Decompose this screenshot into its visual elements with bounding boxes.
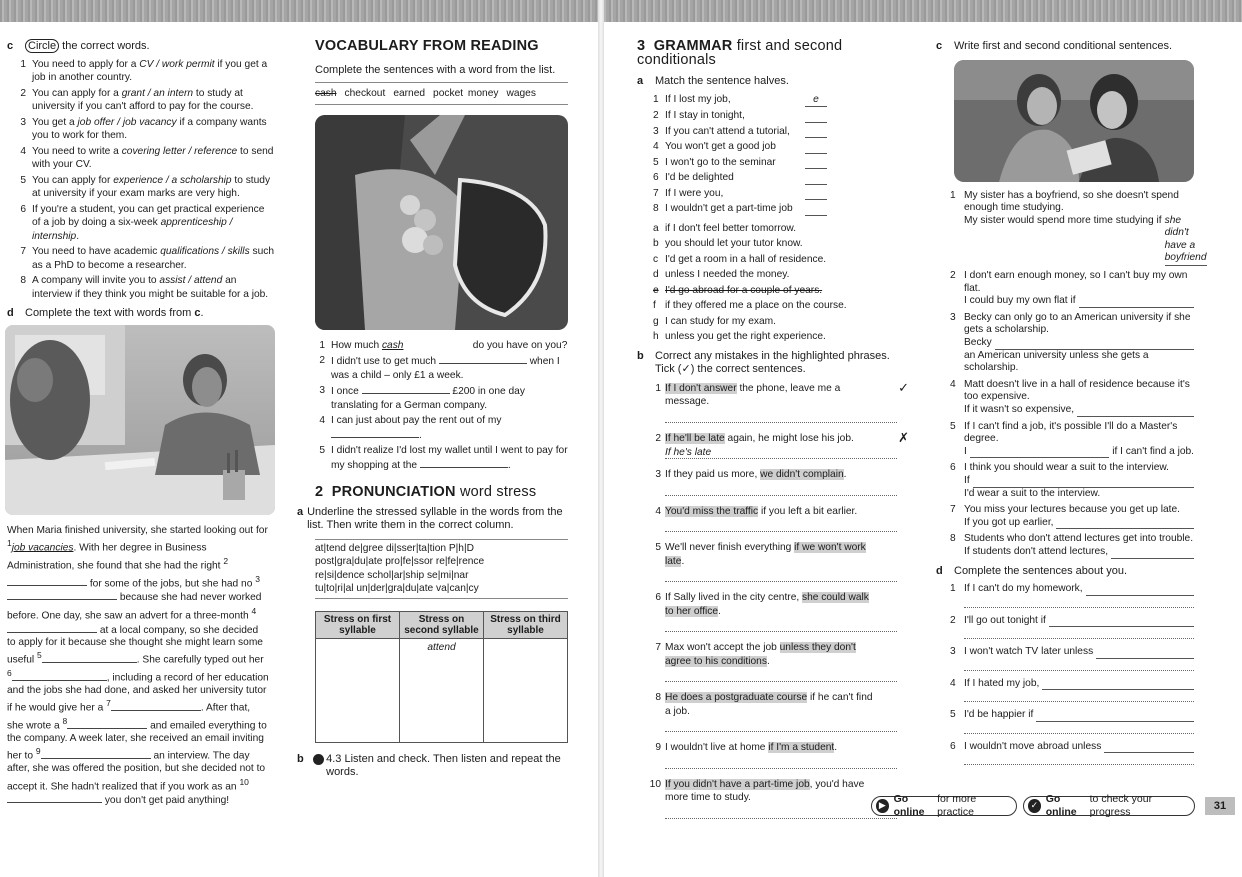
d-instruction: d Complete the text with words from c. <box>7 307 204 319</box>
left-col-2 <box>297 38 568 780</box>
mistake-item: 5 We'll never finish everything if we won't work late. <box>647 541 897 582</box>
c-items-list <box>16 58 275 302</box>
page-number: 31 <box>1205 797 1235 815</box>
vocab-items-list <box>315 339 568 473</box>
about-you-item: 5 I'd be happier if <box>936 708 1194 734</box>
circle-item: 2 You can apply for a grant / an intern to study at university if you can't afford to pay for the course. <box>16 87 275 114</box>
answer-blank[interactable] <box>995 337 1194 350</box>
match-answer-blank[interactable]: e <box>805 93 827 108</box>
correction-line[interactable] <box>665 519 897 532</box>
right-col-1 <box>637 40 917 828</box>
match-answer-blank[interactable] <box>805 140 827 154</box>
grammar-a-instruction: a Match the sentence halves. <box>637 75 789 87</box>
conditional-item: 3 Becky can only go to an American university if she gets a scholarship. Becky an American university unless she gets a scholarship. <box>936 312 1194 375</box>
half-first-item: 5 I won't go to the seminar <box>653 156 917 170</box>
vocab-item: 3 I once £200 in one day translating for a German company. <box>319 385 525 411</box>
highlighted-phrase: If you didn't have a part-time job <box>665 778 810 790</box>
word-options[interactable]: apprenticeship / internship <box>32 217 233 242</box>
answer-blank[interactable] <box>1049 614 1194 628</box>
item-number: 7 <box>20 246 26 257</box>
couple-photo <box>954 60 1194 182</box>
half-second-item: g I can study for my exam. <box>653 315 776 327</box>
circle-item: 4 You need to write a covering letter / reference to send with your CV. <box>16 145 275 172</box>
vocab-word-list <box>315 83 568 104</box>
circle-word: Circle <box>25 39 59 53</box>
practice-icon: ▶ <box>876 799 889 813</box>
answer-line[interactable] <box>964 690 1194 702</box>
correction-line[interactable] <box>665 410 897 423</box>
halves-first-list <box>653 93 917 216</box>
match-answer-blank[interactable] <box>805 156 827 170</box>
stress-col-1-cell <box>316 638 400 742</box>
vocab-title: VOCABULARY FROM READING <box>315 38 539 54</box>
highlighted-phrase: He does a postgraduate course <box>665 692 808 703</box>
vocab-word: cash <box>315 88 337 99</box>
conditional-item: 4 Matt doesn't live in a hall of residence because it's too expensive. If it wasn't so expensive, <box>936 379 1194 417</box>
item-number: 5 <box>20 174 26 186</box>
half-first-item: 7 If I were you, <box>653 187 917 201</box>
item-number: 8 <box>20 275 26 286</box>
circle-item: 7 You need to have academic qualifications / skills such as a PhD to become a researcher. <box>16 245 275 272</box>
item-number: 3 <box>20 116 26 128</box>
highlighted-phrase: If I don't answer <box>665 382 737 394</box>
circle-item: 8 A company will invite you to assist / attend an interview if they think you might be suitable for a job. <box>16 274 275 301</box>
match-answer-blank[interactable] <box>805 202 827 216</box>
tick-mark: ✓ <box>898 379 909 395</box>
pron-b-instruction: b 4.3 Listen and check. Then listen and repeat the words. <box>297 752 561 778</box>
vocab-word: pocket money <box>433 88 499 99</box>
match-answer-blank[interactable] <box>805 125 827 139</box>
item-number: 4 <box>20 145 26 157</box>
conditional-item: 5 If I can't find a job, it's possible I'll do a Master's degree. I if I can't find a job. <box>950 420 1194 457</box>
half-second-item: e I'd go abroad for a couple of years. <box>653 284 823 296</box>
answer-blank[interactable] <box>7 576 87 586</box>
highlighted-phrase: if we won't work late <box>665 542 866 567</box>
half-second-item: f if they offered me a place on the course. <box>653 300 847 311</box>
item-number: 6 <box>20 203 26 215</box>
answer-blank[interactable] <box>331 428 419 438</box>
answer-blank[interactable] <box>7 623 97 633</box>
interview-photo <box>5 325 275 515</box>
answer-blank[interactable] <box>1086 582 1194 596</box>
half-second-item: h unless you get the right experience. <box>653 331 826 342</box>
grammar-b-instruction: b Correct any mistakes in the highlighted phrases. Tick (✓) the correct sentences. <box>637 349 890 375</box>
answer-blank[interactable] <box>111 701 201 711</box>
word-options[interactable]: covering letter / reference <box>121 145 238 157</box>
answer-line[interactable] <box>964 596 1194 608</box>
vocab-word: wages <box>506 88 536 99</box>
match-answer-blank[interactable] <box>805 171 827 185</box>
answer-blank[interactable] <box>1096 645 1194 659</box>
audio-icon <box>313 754 324 765</box>
vocab-word: earned <box>393 88 426 99</box>
answer-blank[interactable] <box>42 653 137 663</box>
answer-blank[interactable] <box>970 446 1109 459</box>
mistakes-list <box>647 379 917 819</box>
conditional-items <box>936 189 1207 559</box>
vocab-word: checkout <box>344 88 386 99</box>
answer-blank[interactable] <box>973 475 1194 488</box>
half-first-item: 8 I wouldn't get a part-time job <box>653 202 917 216</box>
circle-item: 5 You can apply for experience / a scholarship to study at university if your exam marks are very high. <box>16 174 275 201</box>
c2-instruction: c Write first and second conditional sentences. <box>936 40 1173 52</box>
highlighted-phrase: we didn't complain <box>760 469 844 480</box>
vocab-item: 5 I didn't realize I'd lost my wallet until I went to pay for my shopping at the . <box>319 445 568 471</box>
answer-line[interactable] <box>964 753 1194 765</box>
stress-col-3-header: Stress on third syllable <box>484 611 568 638</box>
answer-blank[interactable] <box>41 749 151 759</box>
item-number: 2 <box>20 87 26 99</box>
correction-line[interactable] <box>665 669 897 682</box>
stress-col-2-header: Stress on second syllable <box>400 611 484 638</box>
pron-title: 2 PRONUNCIATION word stress <box>315 484 537 500</box>
answer-blank[interactable] <box>420 458 508 468</box>
word-options[interactable]: grant / an intern <box>121 87 194 99</box>
half-first-item: 4 You won't get a good job <box>653 140 917 154</box>
about-you-item: 3 I won't watch TV later unless <box>936 645 1194 671</box>
half-first-item: 3 If you can't attend a tutorial, <box>653 125 917 139</box>
mistake-item: 6 If Sally lived in the city centre, she could walk to her office. <box>647 591 897 632</box>
interview-illustration <box>5 325 275 515</box>
d2-instruction: d Complete the sentences about you. <box>936 564 1128 577</box>
about-you-item: 1 If I can't do my homework, <box>936 582 1194 608</box>
conditional-item: 2 I don't earn enough money, so I can't buy my own flat. I could buy my own flat if <box>936 270 1194 308</box>
mistake-item: 1 If I don't answer the phone, leave me a message. ✓ <box>647 382 897 423</box>
highlighted-phrase: If he'll be late <box>665 432 725 444</box>
vocab-item: 2 I didn't use to get much when I was a child – only £1 a week. <box>319 355 560 381</box>
correction-line[interactable] <box>665 483 897 496</box>
word-options[interactable]: qualifications / skills <box>160 246 250 257</box>
c-instruction: c Circle the correct words. <box>7 40 150 52</box>
stress-col-2-cell: attend <box>400 638 484 742</box>
answer-blank[interactable] <box>1056 517 1194 530</box>
answer-blank[interactable] <box>362 384 450 394</box>
answer-blank[interactable] <box>439 354 527 364</box>
highlighted-phrase: if I'm a student <box>768 742 835 753</box>
book-gutter <box>598 0 604 877</box>
about-you-items <box>936 582 1194 765</box>
grammar-title: 3 GRAMMAR first and second conditionals <box>637 38 843 68</box>
half-first-item: 2 If I stay in tonight, <box>653 109 917 123</box>
vocab-item: 4 I can just about pay the rent out of my . <box>319 415 502 441</box>
correction-line[interactable] <box>665 756 897 769</box>
example-answer: cash <box>381 339 404 351</box>
couple-illustration <box>954 60 1194 182</box>
answer-line[interactable] <box>964 722 1194 734</box>
mistake-item: 8 He does a postgraduate course if he can't find a job. <box>647 691 897 732</box>
match-answer-blank[interactable] <box>805 109 827 123</box>
correction-line[interactable]: If he's late <box>665 446 897 459</box>
correction-line[interactable] <box>665 719 897 732</box>
answer-blank[interactable] <box>1079 295 1194 308</box>
mistake-item: 2 If he'll be late again, he might lose his job. ✗ If he's late <box>655 429 909 458</box>
halves-second-list <box>653 222 917 344</box>
word-options[interactable]: CV / work permit <box>139 58 215 70</box>
circle-item: 6 If you're a student, you can get practical experience of a job by doing a six-week apprenticeship / internship. <box>16 203 275 244</box>
half-second-item: a if I don't feel better tomorrow. <box>653 222 797 234</box>
left-col-1 <box>7 40 275 808</box>
mistake-item: 3 If they paid us more, we didn't complain. <box>647 468 897 496</box>
coins-illustration <box>315 115 568 330</box>
answer-blank[interactable]: she didn't have a boyfriend <box>1165 215 1207 266</box>
word-options[interactable]: experience / a scholarship <box>113 174 232 186</box>
vocab-item: 1 How much cash do you have on you? <box>319 339 568 351</box>
vocab-instruction: Complete the sentences with a word from the list. <box>315 63 556 76</box>
answer-blank[interactable] <box>1077 404 1194 417</box>
d-cloze-text: When Maria finished university, she started looking out for $^1$job vacancies. With her degree in Business Administration, she found that she had the right $^2$ for some of the jobs, but she had no $^3$ because she had never worked before. One day, she saw an advert for a three-month $^4$ at a local company, so she decided to apply for it because she thought she might learn some useful $^5$ . She carefully typed out her $^6$ , including a record of her education and the jobs she had done, and asked her university tutor if he would give her a $^7$ . After that, she wrote a $^8$ and emailed everything to the company. A week later, she received an email inviting her to $^9$ an interview. The day after, she was offered the position, but she decided not to accept it. She hadn't realized that if you work as an $^{10}$ you don't get paid anything! <box>7 524 269 807</box>
answer-line[interactable] <box>964 659 1194 671</box>
about-you-item: 6 I wouldn't move abroad unless <box>936 740 1194 766</box>
about-you-item: 4 If I hated my job, <box>936 677 1194 703</box>
answer-blank[interactable] <box>1042 677 1194 691</box>
mistake-item: 9 I wouldn't live at home if I'm a student. <box>647 741 897 769</box>
highlighted-phrase: unless they don't agree to his conditions <box>665 642 856 667</box>
stress-col-1-header: Stress on first syllable <box>316 611 400 638</box>
checkmark-icon: ✓ <box>1028 799 1041 813</box>
stress-col-3-cell <box>484 638 568 742</box>
word-options[interactable]: job offer / job vacancy <box>77 116 177 128</box>
correction-line[interactable] <box>665 619 897 632</box>
cross-mark: ✗ <box>898 429 909 445</box>
highlighted-phrase: she could walk to her office <box>665 592 869 617</box>
half-second-item: c I'd get a room in a hall of residence. <box>653 253 827 265</box>
answer-blank[interactable] <box>7 590 117 600</box>
mistake-item: 7 Max won't accept the job unless they don't agree to his conditions. <box>647 641 897 682</box>
answer-blank[interactable] <box>1036 708 1194 722</box>
highlighted-phrase: You'd miss the traffic <box>665 505 759 517</box>
answer-blank[interactable] <box>67 719 147 729</box>
go-online-progress-button[interactable]: ✓ Go online to check your progress <box>1023 796 1195 816</box>
answer-blank[interactable] <box>12 671 107 681</box>
conditional-item: 7 You miss your lectures because you get up late. If you got up earlier, <box>936 504 1194 529</box>
answer-blank[interactable] <box>1104 740 1194 754</box>
mistake-item: 10 If you didn't have a part-time job, you'd have more time to study. <box>647 778 897 819</box>
match-answer-blank[interactable] <box>805 187 827 201</box>
correction-line[interactable] <box>665 569 897 582</box>
coins-photo <box>315 115 568 330</box>
half-first-item: 1 If I lost my job, e <box>653 93 917 108</box>
pron-a-instruction: a Underline the stressed syllable in the words from the list. Then write them in the correct column. <box>297 505 563 531</box>
half-second-item: d unless I needed the money. <box>653 269 790 280</box>
correction-line[interactable] <box>665 806 897 819</box>
circle-item: 3 You get a job offer / job vacancy if a company wants you to work for them. <box>16 116 275 143</box>
mistake-item: 4 You'd miss the traffic if you left a bit earlier. <box>647 505 897 533</box>
about-you-item: 2 I'll go out tonight if <box>936 614 1194 640</box>
conditional-item: 1 My sister has a boyfriend, so she doesn't spend enough time studying. My sister would spend more time studying if she didn't have a boyfriend <box>936 190 1194 267</box>
answer-blank[interactable] <box>7 793 102 803</box>
example-answer: job vacancies <box>11 542 74 554</box>
right-col-2 <box>936 40 1207 771</box>
conditional-item: 6 I think you should wear a suit to the interview. If I'd wear a suit to the interview. <box>936 462 1194 500</box>
item-number: 1 <box>20 58 26 70</box>
conditional-item: 8 Students who don't attend lectures get into trouble. If students don't attend lectures, <box>950 533 1194 557</box>
answer-blank[interactable] <box>1111 546 1194 559</box>
pron-word-list: at|tend de|gree di|sser|ta|tion P|h|D post|gra|du|ate pro|fe|ssor re|fe|rence re|si|dence schol|ar|ship se|mi|nar tu|to|ri|al un|der|gra|du|ate va|can|cy <box>315 542 485 594</box>
half-second-item: b you should let your tutor know. <box>653 238 803 249</box>
answer-line[interactable] <box>964 627 1194 639</box>
word-options[interactable]: assist / attend <box>159 275 223 286</box>
stress-table <box>315 611 568 743</box>
go-online-practice-button[interactable]: ▶ Go online for more practice <box>871 796 1017 816</box>
circle-item: 1 You need to apply for a CV / work permit if you get a job in another country. <box>16 58 275 85</box>
top-scan-band <box>0 0 1242 22</box>
half-first-item: 6 I'd be delighted <box>653 171 917 185</box>
